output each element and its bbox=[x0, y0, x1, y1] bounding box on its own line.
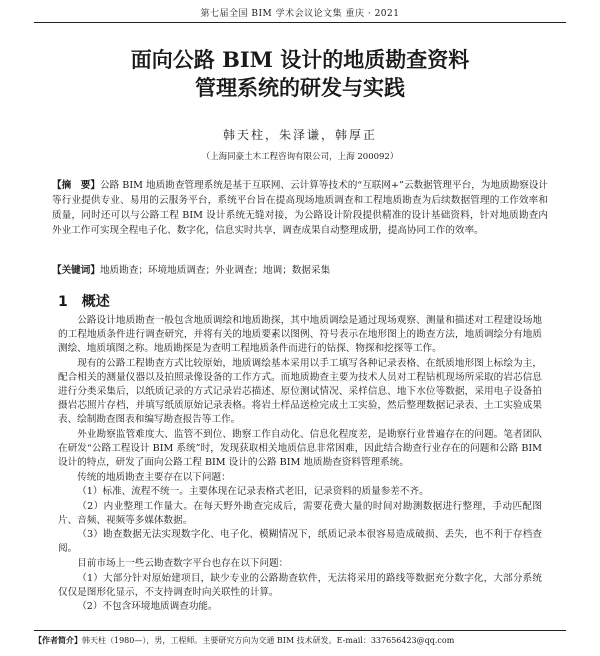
paragraph: 外业勘察监管难度大、监管不到位、勘察工作自动化、信息化程度差，是勘察行业普遍存在的问题。笔者团队在研发“公路工程设计 BIM 系统”时，发现获取相关地质信息非常困难，因此结合勘查行业存在的问题和公路 BIM 设计的特点，研发了面向公路工程 BIM 设计的公路 BIM 地质勘查资料管理系统。 bbox=[58, 428, 542, 469]
list-item: （3）勘查数据无法实现数字化、电子化、模糊情况下，纸质记录本很容易造成破损、丢失，也不利于存档查阅。 bbox=[58, 529, 542, 555]
section-number: 1 bbox=[58, 294, 68, 310]
keywords-text: 地质勘查；环境地质调查；外业调查；地调；数据采集 bbox=[99, 265, 331, 276]
list-item: （2）内业整理工作量大。在每天野外勘查完成后，需要花费大量的时间对勘测数据进行整理，手动匹配图片、音频、视频等多媒体数据。 bbox=[58, 500, 542, 526]
keywords-label: 【关键词】 bbox=[52, 265, 100, 276]
footnote-text: 韩天柱（1980—），男，工程师。主要研究方向为交通 BIM 技术研发。E-mail：337656423@qq.com bbox=[82, 636, 455, 645]
paragraph: 现有的公路工程勘查方式比较原始，地质调绘基本采用以手工填写各种记录表格、在纸质地形图上标绘为主，配合相关的测量仪器以及拍照录像设备的工作方式。而地质勘查主要为技术人员对工程钻机现场所采取的岩芯信息进行分类采集后，以纸质记录的方式记录岩芯描述、原位测试情况、采样信息、地下水位等数据，采用电子设备拍摄岩芯照片存档，并填写纸质原始记录表格。将岩土样品送检完成土工实验，然后整理数据记录表、土工实验成果表、绘制勘查图表和编写勘查报告等工作。 bbox=[58, 357, 542, 426]
title-line-1: 面向公路 BIM 设计的地质勘查资料 bbox=[130, 47, 470, 72]
title-line-2: 管理系统的研发与实践 bbox=[195, 75, 405, 100]
keywords bbox=[52, 264, 548, 278]
author-footnote bbox=[34, 630, 566, 648]
paragraph: 传统的地质勘查主要存在以下问题： bbox=[77, 472, 231, 484]
body-text bbox=[58, 314, 542, 614]
authors: 韩天柱，朱泽谦，韩厚正 bbox=[222, 128, 377, 142]
paper-title bbox=[0, 46, 600, 102]
running-header: 第七届全国 BIM 学术会议论文集 重庆 · 2021 bbox=[34, 6, 566, 23]
abstract-text: 公路 BIM 地质勘查管理系统是基于互联网、云计算等技术的“互联网+”云数据管理平台，为地质勘察设计等行业提供专业、易用的云服务平台，系统平台旨在提高现场地质调查和工程地质勘查为后续数据管理的工作效率和质量，同时还可以与公路工程 BIM 设计系统无缝对接，为公路设计阶段提供精准的设计基础资料，针对地质勘查内外业工作可实现全程电子化、数字化，信息实时共享，调查成果自动整理成册，提高协同工作的效率。 bbox=[52, 180, 549, 236]
paragraph: 公路设计地质勘查一般包含地质调绘和地质勘探，其中地质调绘是通过现场观察、测量和描述对工程建设场地的工程地质条件进行调查研究，并将有关的地质要素以图例、符号表示在地形图上的勘查方法，地质调绘分有地质测绘、地质填图之称。地质勘探是为查明工程地质条件而进行的钻探、物探和挖探等工作。 bbox=[58, 315, 542, 355]
section-title: 概述 bbox=[81, 294, 110, 310]
abstract-label: 【摘 要】 bbox=[52, 180, 101, 191]
footnote-label: 【作者简介】 bbox=[34, 635, 82, 645]
list-item: （1）大部分针对原始建项目，缺少专业的公路勘查软件，无法将采用的路线等数据充分数字化，大部分系统仅仅是图形化显示，不支持调查时向关联性的计算。 bbox=[58, 572, 542, 598]
section-heading bbox=[58, 291, 110, 311]
list-item: （2）不包含环境地质调查功能。 bbox=[77, 601, 218, 613]
abstract bbox=[52, 178, 548, 238]
paragraph: 目前市场上一些云勘查数字平台也存在以下问题： bbox=[77, 558, 289, 570]
list-item: （1）标准、流程不统一。主要体现在记录表格式老旧，记录资料的质量参差不齐。 bbox=[77, 486, 429, 498]
affiliation: （上海同豪土木工程咨询有限公司，上海 200092） bbox=[201, 152, 399, 162]
